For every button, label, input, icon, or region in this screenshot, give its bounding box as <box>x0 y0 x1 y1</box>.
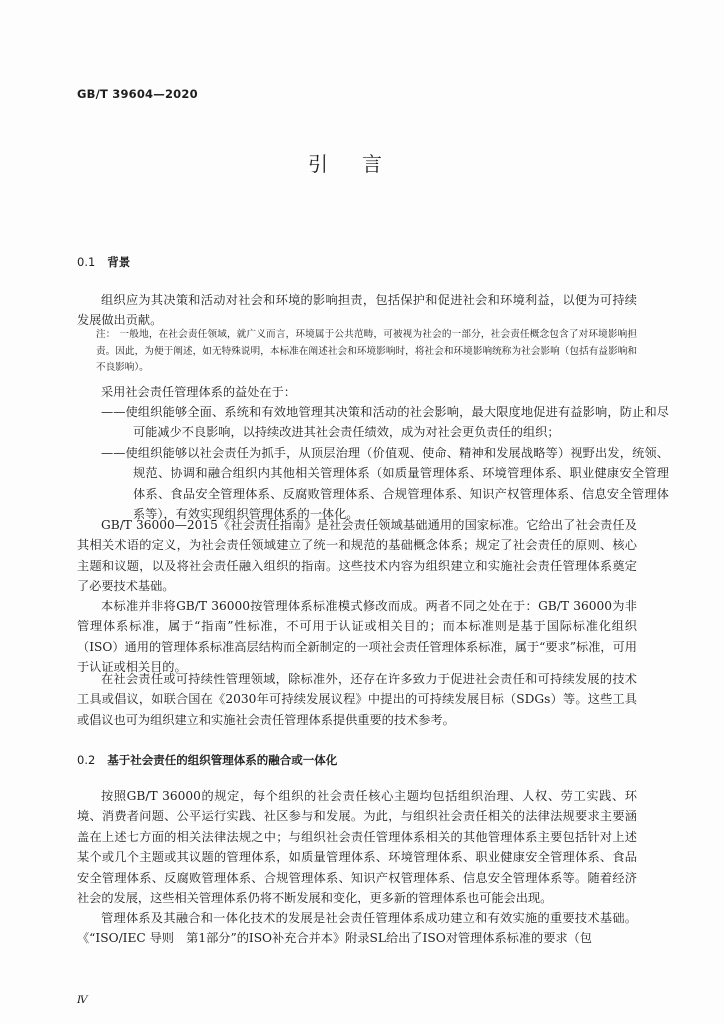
section-title: 背景 <box>107 255 131 269</box>
paragraph: 管理体系及其融合和一体化技术的发展是社会责任管理体系成功建立和有效实施的重要技术基础。《“ISO/IEC 导则 第1部分”的ISO补充合并本》附录SL给出了ISO对管理体系标准的要求（包 <box>77 911 637 946</box>
section-heading-0-2 <box>77 752 337 768</box>
section-title: 基于社会责任的组织管理体系的融合或一体化 <box>107 753 338 767</box>
note-text: 一般地，在社会责任领域，就广义而言，环境属于公共范畴，可被视为社会的一部分，社会责任概念包含了对环境影响担责。因此，为便于阐述，如无特殊说明，本标准在阐述社会和环境影响时，将社会和环境影响统称为社会影响（包括有益影响和不良影响）。 <box>96 329 638 374</box>
page-title: 引言 <box>308 152 416 176</box>
section-heading-0-1 <box>77 254 130 270</box>
page-number: Ⅳ <box>77 994 88 1006</box>
paragraph: 组织应为其决策和活动对社会和环境的影响担责，包括保护和促进社会和环境利益，以便为可持续发展做出贡献。 <box>77 293 637 328</box>
paragraph: 在社会责任或可持续性管理领域，除标准外，还存在许多致力于促进社会责任和可持续发展的技术工具或倡议，如联合国在《2030年可持续发展议程》中提出的可持续发展目标（SDGs）等。这些工具或倡议也可为组织建立和实施社会责任管理体系提供重要的技术参考。 <box>77 672 637 727</box>
benefits-intro: 采用社会责任管理体系的益处在于： <box>101 385 296 399</box>
section-number: 0.1 <box>77 255 96 269</box>
paragraph: 按照GB/T 36000的规定，每个组织的社会责任核心主题均包括组织治理、人权、劳工实践、环境、消费者问题、公平运行实践、社区参与和发展。为此，与组织社会责任相关的法律法规要求主要涵盖在上述七方面的相关法律法规之中；与组织社会责任管理体系相关的其他管理体系主要包括针对上述某个或几个主题或其议题的管理体系，如质量管理体系、环境管理体系、职业健康安全管理体系、食品安全管理体系、反腐败管理体系、合规管理体系、知识产权管理体系、信息安全管理体系等。随着经济社会的发展，这些相关管理体系仍将不断发展和变化，更多新的管理体系也可能会出现。 <box>77 789 637 906</box>
note-label: 注： <box>96 329 116 340</box>
paragraph: GB/T 36000—2015《社会责任指南》是社会责任领域基础通用的国家标准。它给出了社会责任及其相关术语的定义，为社会责任领域建立了统一和规范的基础概念体系；规定了社会责任的原则、核心主题和议题，以及将社会责任融入组织的指南。这些技术内容为组织建立和实施社会责任管理体系奠定了必要技术基础。 <box>77 518 637 594</box>
list-item: ——使组织能够全面、系统和有效地管理其决策和活动的社会影响，最大限度地促进有益影响，防止和尽可能减少不良影响，以持续改进其社会责任绩效，成为对社会更负责任的组织； <box>101 405 669 440</box>
note <box>96 327 637 377</box>
list-item: ——使组织能够以社会责任为抓手，从顶层治理（价值观、使命、精神和发展战略等）视野出发，统领、规范、协调和融合组织内其他相关管理体系（如质量管理体系、环境管理体系、职业健康安全管理体系、食品安全管理体系、反腐败管理体系、合规管理体系、知识产权管理体系、信息安全管理体系等），有效实现组织管理体系的一体化。 <box>101 446 669 522</box>
standard-code: GB/T 39604—2020 <box>77 87 198 101</box>
paragraph: 本标准并非将GB/T 36000按管理体系标准模式修改而成。两者不同之处在于：GB/T 36000为非管理体系标准，属于“指南”性标准，不可用于认证或相关目的；而本标准则是基于国际标准化组织（ISO）通用的管理体系标准高层结构而全新制定的一项社会责任管理体系标准，属于“要求”标准，可用于认证或相关目的。 <box>77 599 637 675</box>
section-number: 0.2 <box>77 753 96 767</box>
